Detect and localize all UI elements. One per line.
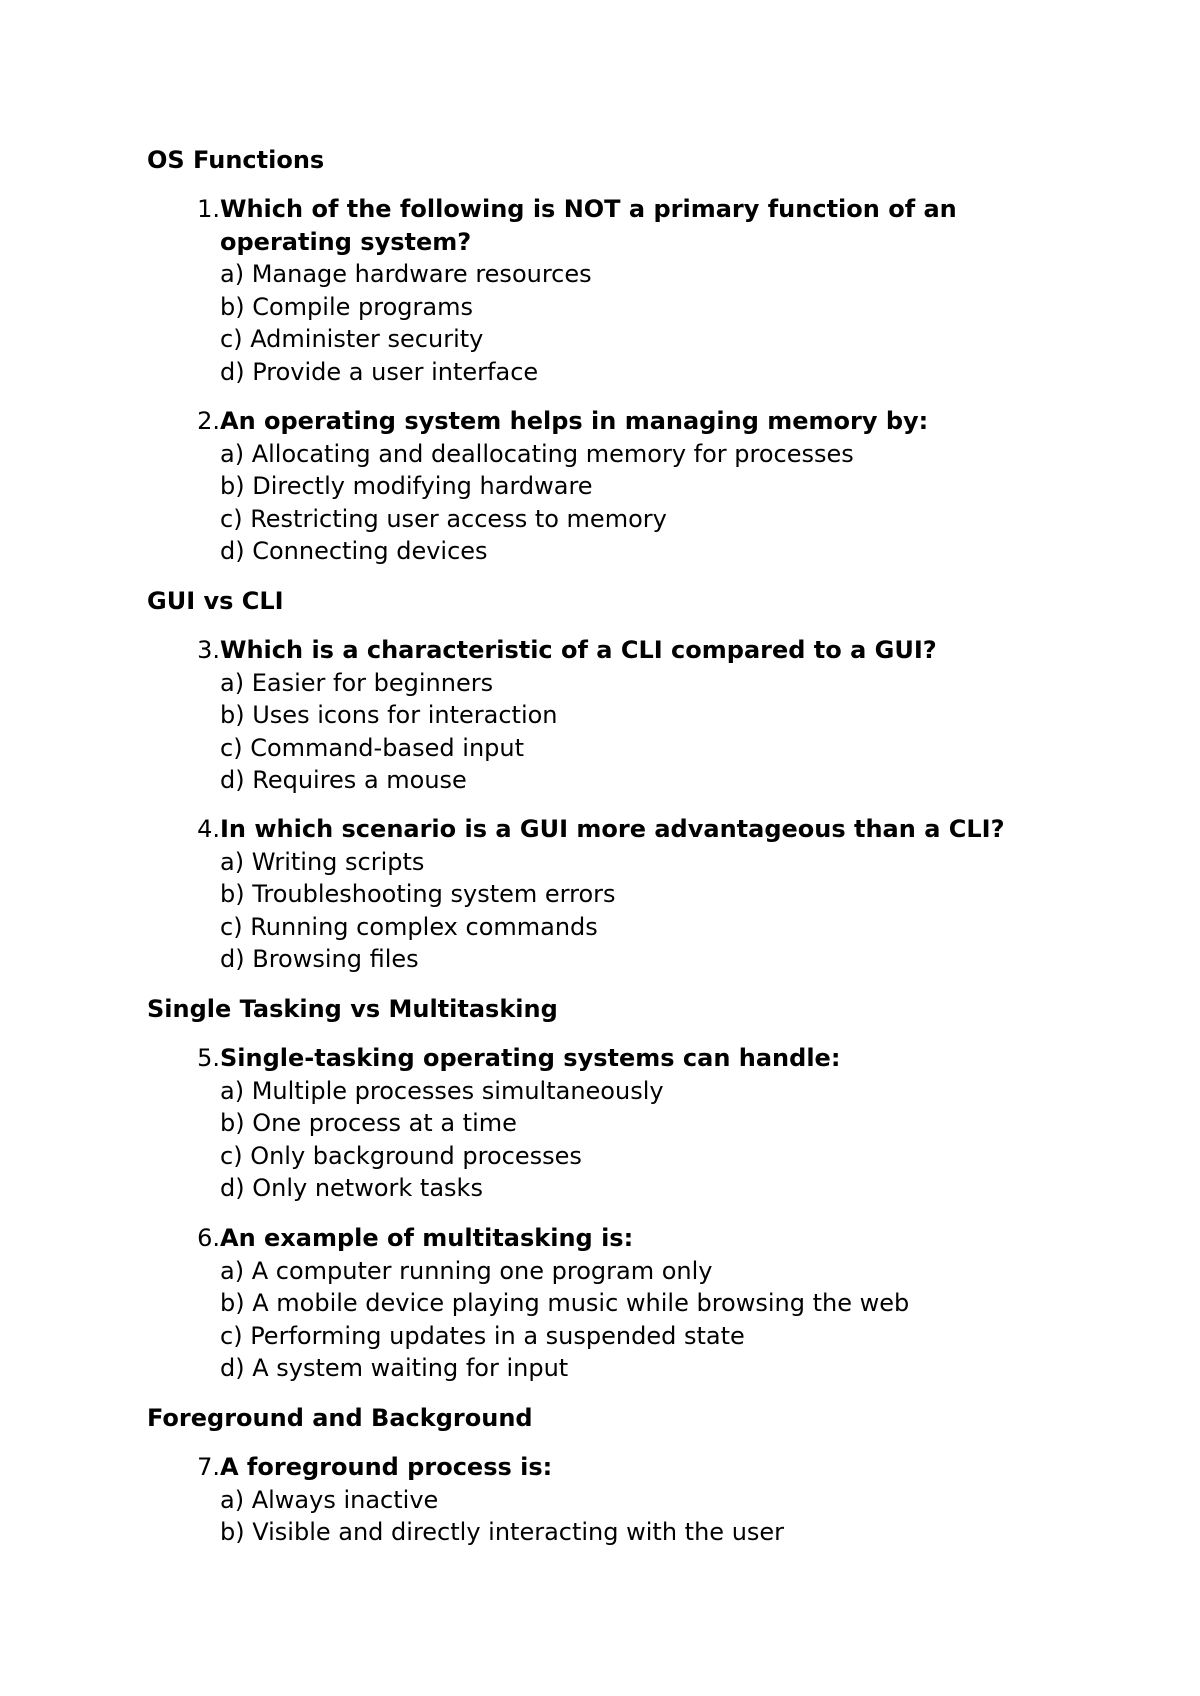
question-5 [170,1042,1050,1205]
option-c: c) Performing updates in a suspended state [220,1321,745,1350]
option-a: a) Allocating and deallocating memory for processes [220,439,854,468]
option-b: b) A mobile device playing music while browsing the web [220,1289,910,1317]
question-text: An example of multitasking is: [220,1224,634,1252]
option-b: b) Uses icons for interaction [220,701,558,729]
option-a: a) Manage hardware resources [220,260,592,288]
question-number: 3. [197,636,220,664]
option-c: c) Command-based input [220,733,525,762]
question-number: 6. [197,1224,220,1252]
answer-options [220,258,1050,388]
option-d: d) A system waiting for input [220,1354,569,1382]
option-d: d) Provide a user interface [220,357,539,386]
option-b: b) One process at a time [220,1109,517,1137]
option-d: d) Only network tasks [220,1174,483,1202]
question-2 [170,405,1050,568]
option-b: b) Troubleshooting system errors [220,880,616,908]
option-d: d) Connecting devices [220,537,488,565]
option-c: c) Restricting user access to memory [220,504,667,533]
question-1 [170,193,1050,388]
question-4 [170,813,1050,976]
answer-options [220,1255,1050,1385]
question-text: Which is a characteristic of a CLI compared to a GUI? [220,636,937,664]
section-heading-foreground-background: Foreground and Background [147,1404,533,1432]
option-c: c) Running complex commands [220,912,598,941]
answer-options [220,1075,1050,1205]
question-number: 1. [197,195,220,223]
question-number: 5. [197,1044,220,1072]
question-text: Which of the following is NOT a primary function of an operating system? [220,195,957,256]
question-number: 4. [197,815,220,843]
answer-options [220,846,1050,976]
option-a: a) Always inactive [220,1485,439,1514]
question-6 [170,1222,1050,1385]
question-text: In which scenario is a GUI more advantageous than a CLI? [220,815,1005,843]
option-c: c) Administer security [220,325,484,353]
option-a: a) A computer running one program only [220,1256,713,1285]
section-heading-gui-vs-cli: GUI vs CLI [147,587,284,615]
answer-options [220,667,1050,797]
question-number: 2. [197,407,220,435]
option-b: b) Compile programs [220,292,473,321]
option-b: b) Directly modifying hardware [220,472,593,500]
option-b: b) Visible and directly interacting with the user [220,1518,785,1546]
question-7 [170,1451,1050,1549]
answer-options [220,438,1050,568]
option-d: d) Requires a mouse [220,766,467,794]
section-heading-os-functions: OS Functions [147,146,325,174]
option-a: a) Easier for beginners [220,668,494,697]
question-text: A foreground process is: [220,1453,553,1481]
option-a: a) Multiple processes simultaneously [220,1076,664,1105]
section-heading-single-vs-multitasking: Single Tasking vs Multitasking [147,995,558,1023]
question-text: Single-tasking operating systems can handle: [220,1044,841,1072]
question-text: An operating system helps in managing memory by: [220,407,929,435]
option-c: c) Only background processes [220,1141,582,1170]
option-d: d) Browsing files [220,945,419,973]
option-a: a) Writing scripts [220,847,425,876]
answer-options [220,1484,1050,1549]
question-3 [170,634,1050,797]
question-number: 7. [197,1453,220,1481]
